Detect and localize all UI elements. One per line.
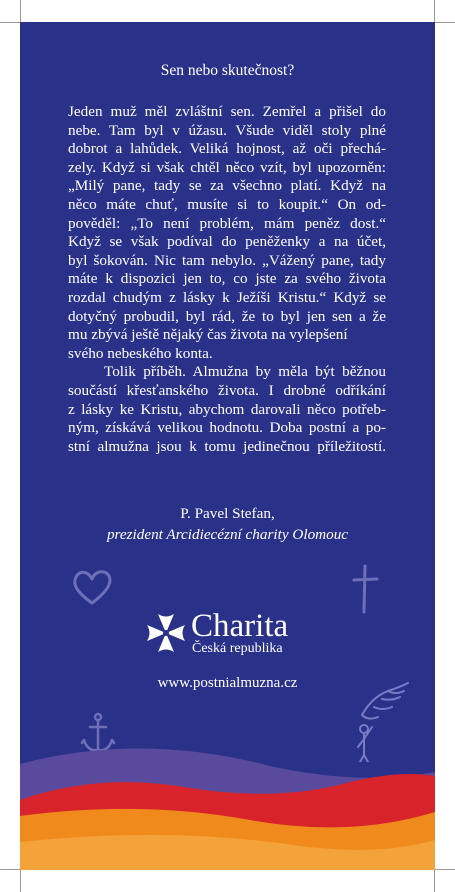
text-line: nebe. Tam byl v úžasu. Všude viděl stoly plné [68, 121, 386, 139]
text-line: dobrot a lahůdek. Veliká hojnost, až oči přechá- [68, 140, 386, 158]
text-line: Jeden muž měl zvláštní sen. Zemřel a přišel do [68, 103, 386, 120]
crop-mark [20, 870, 21, 892]
text-line: rozdal chudým z lásky k Ježíši Kristu.“ Když se [68, 288, 386, 306]
crop-mark [0, 22, 22, 23]
crop-mark [0, 869, 22, 870]
logo-name: Charita [191, 608, 289, 644]
text-line: „Milý pane, tady se za všechno platí. Když na [68, 177, 386, 195]
text-line: Když se však podíval do peněženky a na účet, [68, 233, 386, 251]
text-line: svého nebeského konta. [68, 344, 213, 362]
crop-mark [434, 870, 435, 892]
leaflet-panel [20, 22, 435, 870]
text-line: pověděl: „To není problém, mám peněz dost.“ [68, 214, 386, 232]
text-line: dotyčný probudil, byl rád, že to byl jen sen a že [68, 307, 386, 325]
text-line: zely. Když si však chtěl něco vzít, byl upozorněn: [68, 158, 386, 176]
article-title: Sen nebo skutečnost? [160, 62, 295, 79]
text-line: stní almužna jsou k tomu jedinečnou příležitostí. [68, 437, 386, 455]
article-body [68, 103, 386, 456]
text-line: máte k dispozici jen to, co jste za svého života [68, 270, 386, 288]
text-line: Tolik příběh. Almužna by měla být běžnou [104, 363, 386, 381]
crop-mark [433, 869, 455, 870]
crop-mark [434, 0, 435, 22]
charita-logo [145, 608, 315, 657]
heart-icon [70, 567, 114, 607]
text-line: z lásky ke Kristu, abychom darovali něco potřeb- [68, 400, 386, 418]
wave-decoration [20, 742, 435, 870]
text-line: mu zbývá ještě nějaký čas života na vylepšení [68, 326, 348, 344]
signature-role: prezident Arcidiecézní charity Olomouc [106, 526, 349, 543]
text-line: ným, získává velikou hodnotu. Doba postní a po- [68, 419, 386, 437]
text-line: byl šokován. Nic tam nebylo. „Vážený pane, tady [68, 251, 386, 269]
crop-mark [20, 0, 21, 22]
text-line: součástí křesťanského života. I drobné odříkání [68, 381, 386, 399]
logo-subtitle: Česká republika [192, 641, 283, 656]
charita-cross-logo-icon [145, 612, 187, 654]
signature-name: P. Pavel Stefan, [180, 505, 275, 522]
website-link[interactable]: www.postnialmuzna.cz [157, 675, 298, 691]
crop-mark [433, 22, 455, 23]
text-line: něco máte chuť, musíte si to koupit.“ On od- [68, 195, 386, 213]
cross-icon [350, 562, 380, 614]
